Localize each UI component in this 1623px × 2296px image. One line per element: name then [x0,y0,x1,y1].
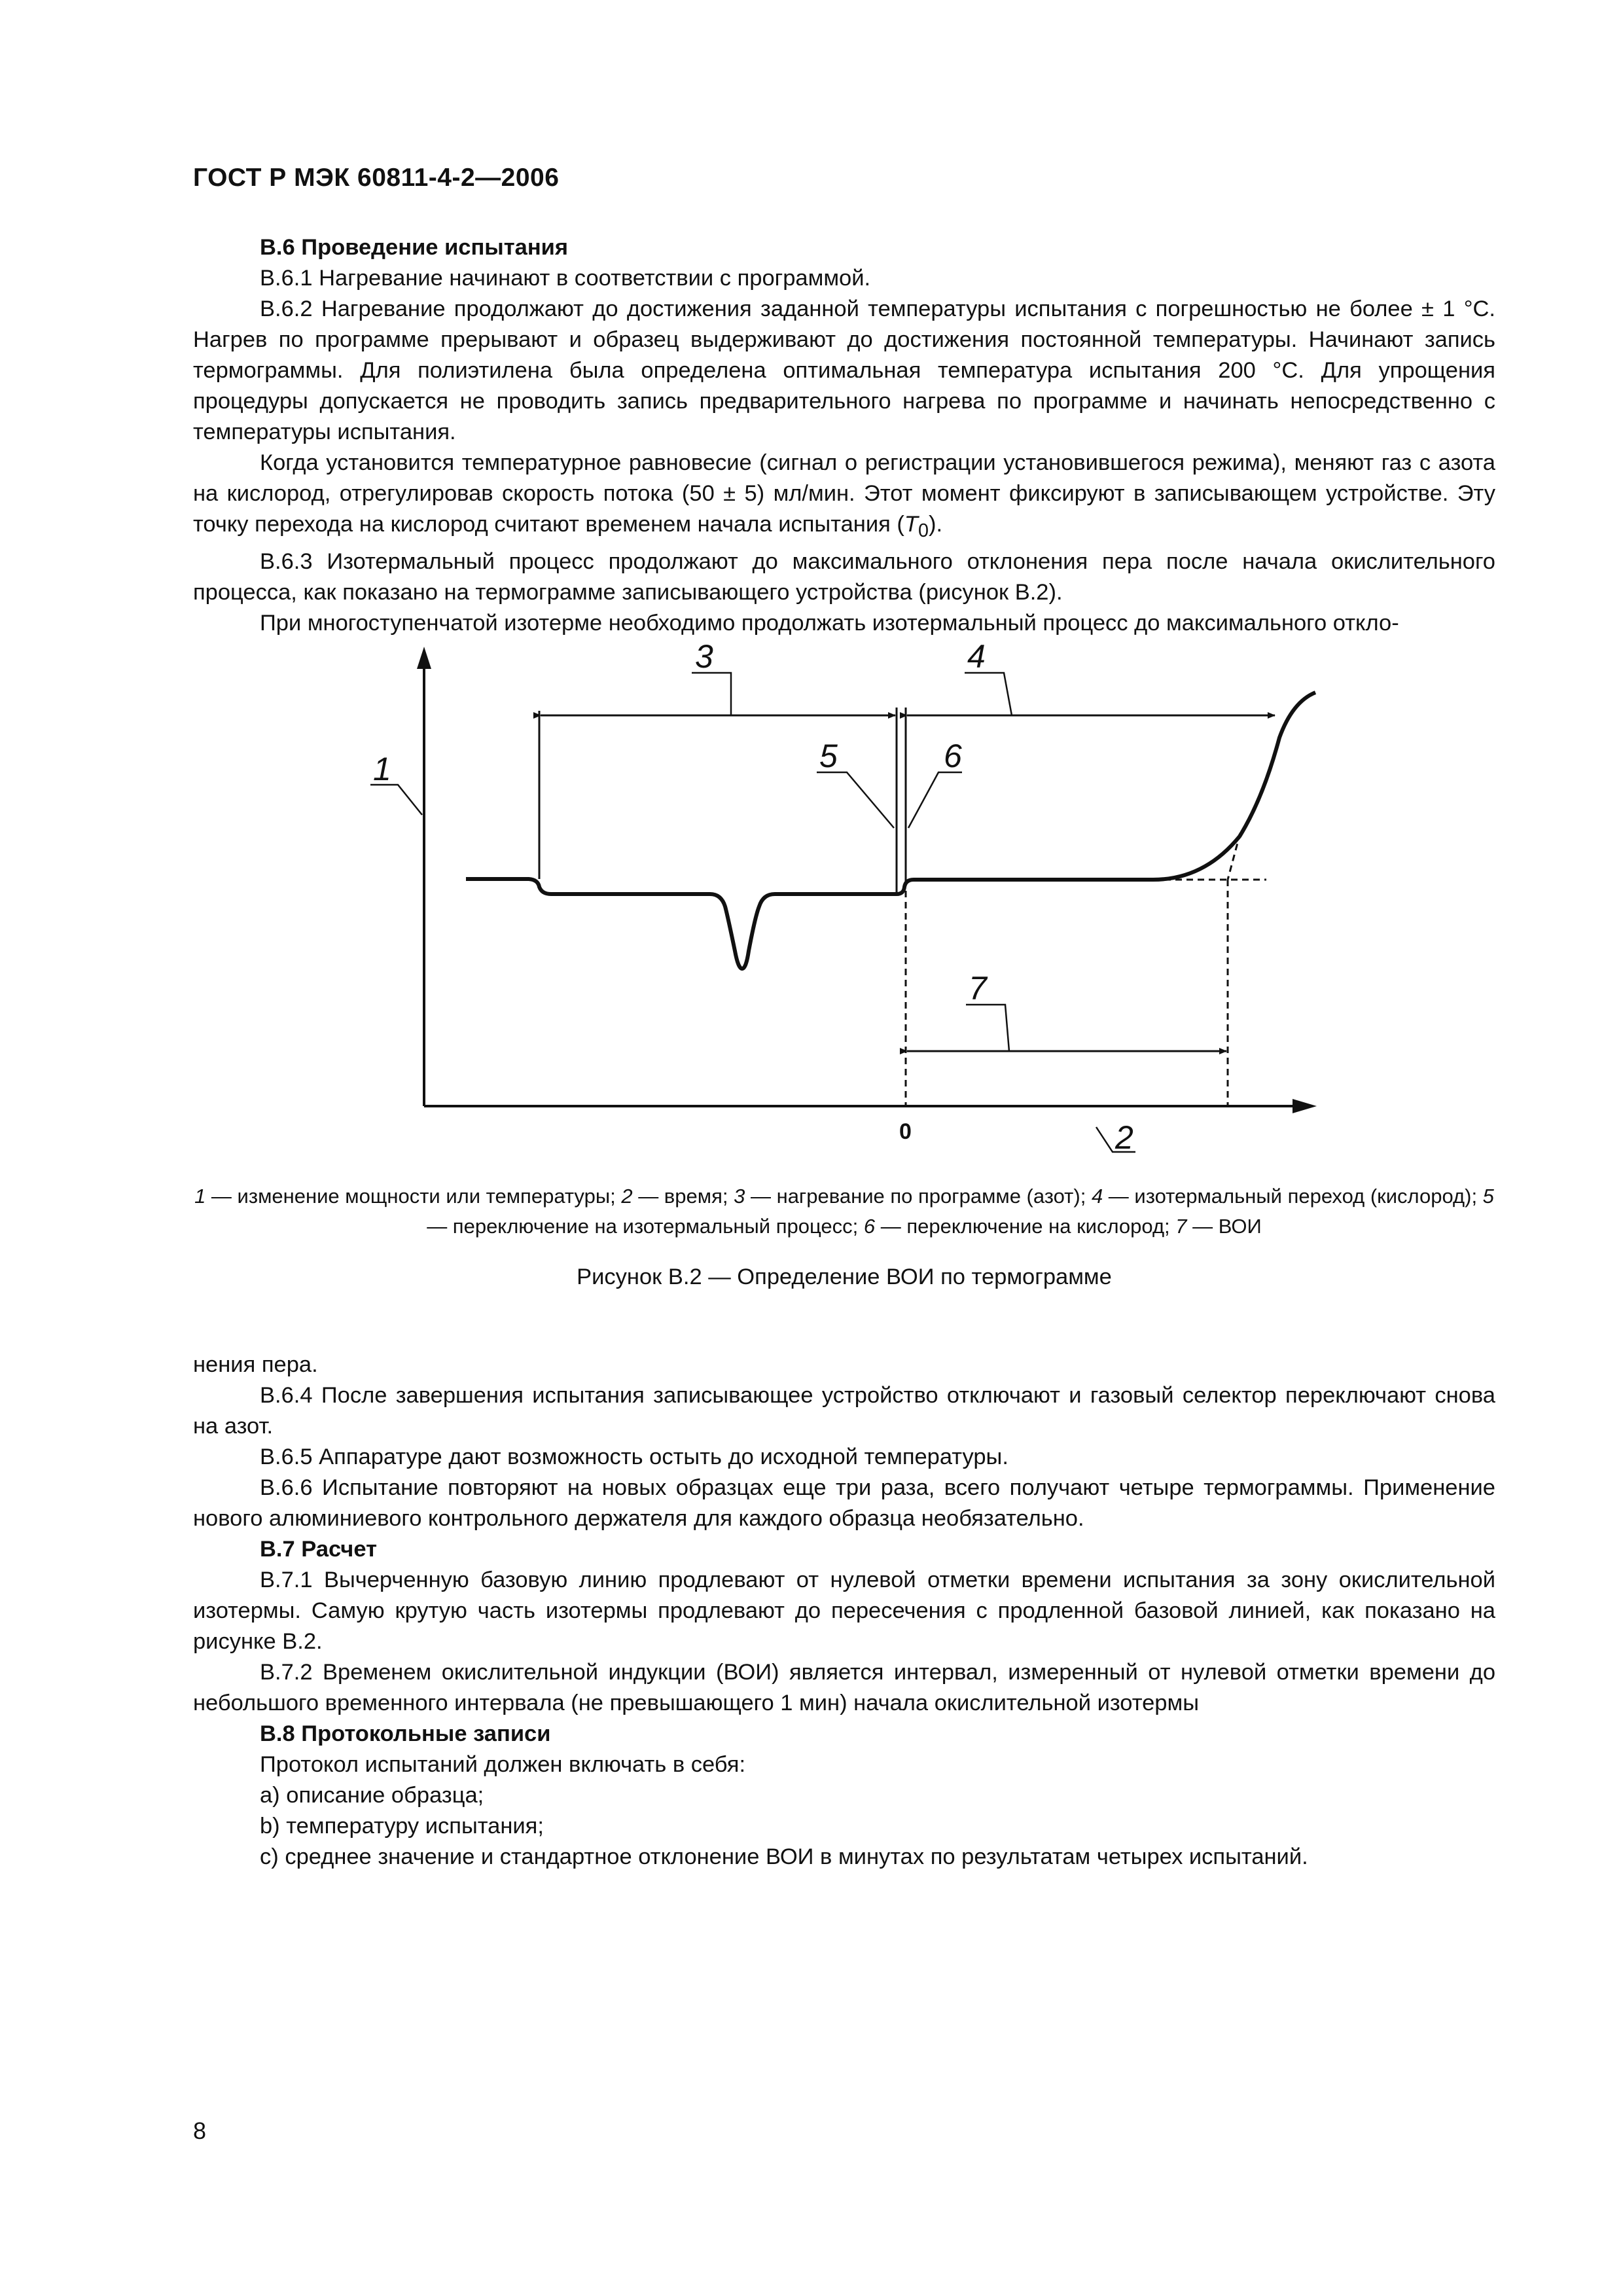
leader-1 [370,785,422,815]
label-2: 2 [1115,1119,1133,1156]
zero-label: 0 [899,1119,912,1144]
label-1: 1 [373,751,391,787]
paragraph-b64: В.6.4 После завершения испытания записывающее устройство отключают и газовый селектор переключают снова на азот. [193,1383,1495,1439]
list-item: c) среднее значение и стандартное отклонение ВОИ в минутах по результатам четырех испытаний. [260,1844,1308,1869]
label-6: 6 [944,738,962,774]
paragraph-continuation: нения пера. [193,1352,318,1377]
legend-entry: 4 — изотермальный переход (кислород); [1091,1185,1483,1208]
section-b8-heading: В.8 Протокольные записи [260,1721,551,1746]
label-4: 4 [967,638,986,675]
equilibrium-end: ). [928,512,943,537]
section-b6-heading: В.6 Проведение испытания [260,235,569,260]
top-text [193,232,1495,639]
t0-symbol: T [904,512,918,537]
page-number: 8 [193,2117,207,2144]
paragraph-equilibrium [193,448,1495,547]
label-5: 5 [819,738,838,774]
paragraph-b61: В.6.1 Нагревание начинают в соответствии с программой. [260,266,871,291]
leader-6 [908,772,962,828]
figure-title: Рисунок В.2 — Определение ВОИ по термограмме [577,1265,1112,1289]
label-7: 7 [969,970,987,1007]
figure-b2 [0,628,1623,1165]
document-header: ГОСТ Р МЭК 60811-4-2—2006 [193,164,560,192]
leader-7 [966,1005,1009,1051]
legend-entry: 6 — переключение на кислород; [863,1215,1176,1238]
thermogram-diagram [0,628,1623,1165]
list-item: a) описание образца; [260,1783,484,1808]
label-3: 3 [695,638,713,675]
legend-entry: 2 — время; [621,1185,734,1208]
list-item: b) температуру испытания; [260,1814,544,1839]
legend-entry: 5 — переключение на изотермальный процесс; [427,1185,1494,1238]
paragraph-b63: В.6.3 Изотермальный процесс продолжают до максимального отклонения пера после начала окислительного процесса, как показано на термограмме записывающего устройства (рисунок В.2). [193,548,1495,605]
section-b7-heading: В.7 Расчет [260,1537,377,1562]
leader-5 [817,772,894,828]
paragraph-b72: В.7.2 Временем окислительной индукции (ВОИ) является интервал, измеренный от нулевой отметки времени до небольшого временного интервала (не превышающего 1 мин) начала окислительной изотермы [193,1660,1495,1715]
leader-3 [692,673,731,715]
bottom-text [193,1350,1495,1873]
paragraph-b65: В.6.5 Аппаратуре дают возможность остыть до исходной температуры. [260,1444,1008,1469]
t0-subscript: 0 [918,520,929,541]
paragraph-b66: В.6.6 Испытание повторяют на новых образцах еще три раза, всего получают четыре термограммы. Применение нового алюминиевого контрольного держателя для каждого образца необязательно. [193,1475,1495,1531]
legend-entry: 7 — ВОИ [1175,1215,1262,1238]
paragraph-multistage: При многоступенчатой изотерме необходимо продолжать изотермальный процесс до максимального откло- [260,610,1399,636]
protocol-intro: Протокол испытаний должен включать в себя: [260,1752,746,1777]
paragraph-b62: В.6.2 Нагревание продолжают до достижения заданной температуры испытания с погрешностью не более ± 1 °С. Нагрев по программе прерывают и образец выдерживают до достижения постоянной температуры. Начинают запись термограммы. Для полиэтилена была определена оптимальная температура испытания 200 °С. Для упрощения процедуры допускается не проводить запись предварительного нагрева по программе и начинать непосредственно с температуры испытания. [193,296,1495,444]
thermogram-curve [466,692,1315,969]
legend-entry: 1 — изменение мощности или температуры; [194,1185,622,1208]
leader-4 [965,673,1012,715]
equilibrium-text: Когда установится температурное равновесие (сигнал о регистрации установившегося режима), меняют газ с азота на кислород, отрегулировав скорость потока (50 ± 5) мл/мин. Этот момент фиксируют в записывающем устройстве. Эту точку перехода на кислород считают временем начала испытания ( [193,450,1495,537]
figure-legend [193,1181,1495,1242]
paragraph-b71: В.7.1 Вычерченную базовую линию продлевают от нулевой отметки времени испытания за зону окислительной изотермы. Самую крутую часть изотермы продлевают до пересечения с продленной базовой линией, как показано на рисунке В.2. [193,1568,1495,1654]
legend-entry: 3 — нагревание по программе (азот); [734,1185,1092,1208]
